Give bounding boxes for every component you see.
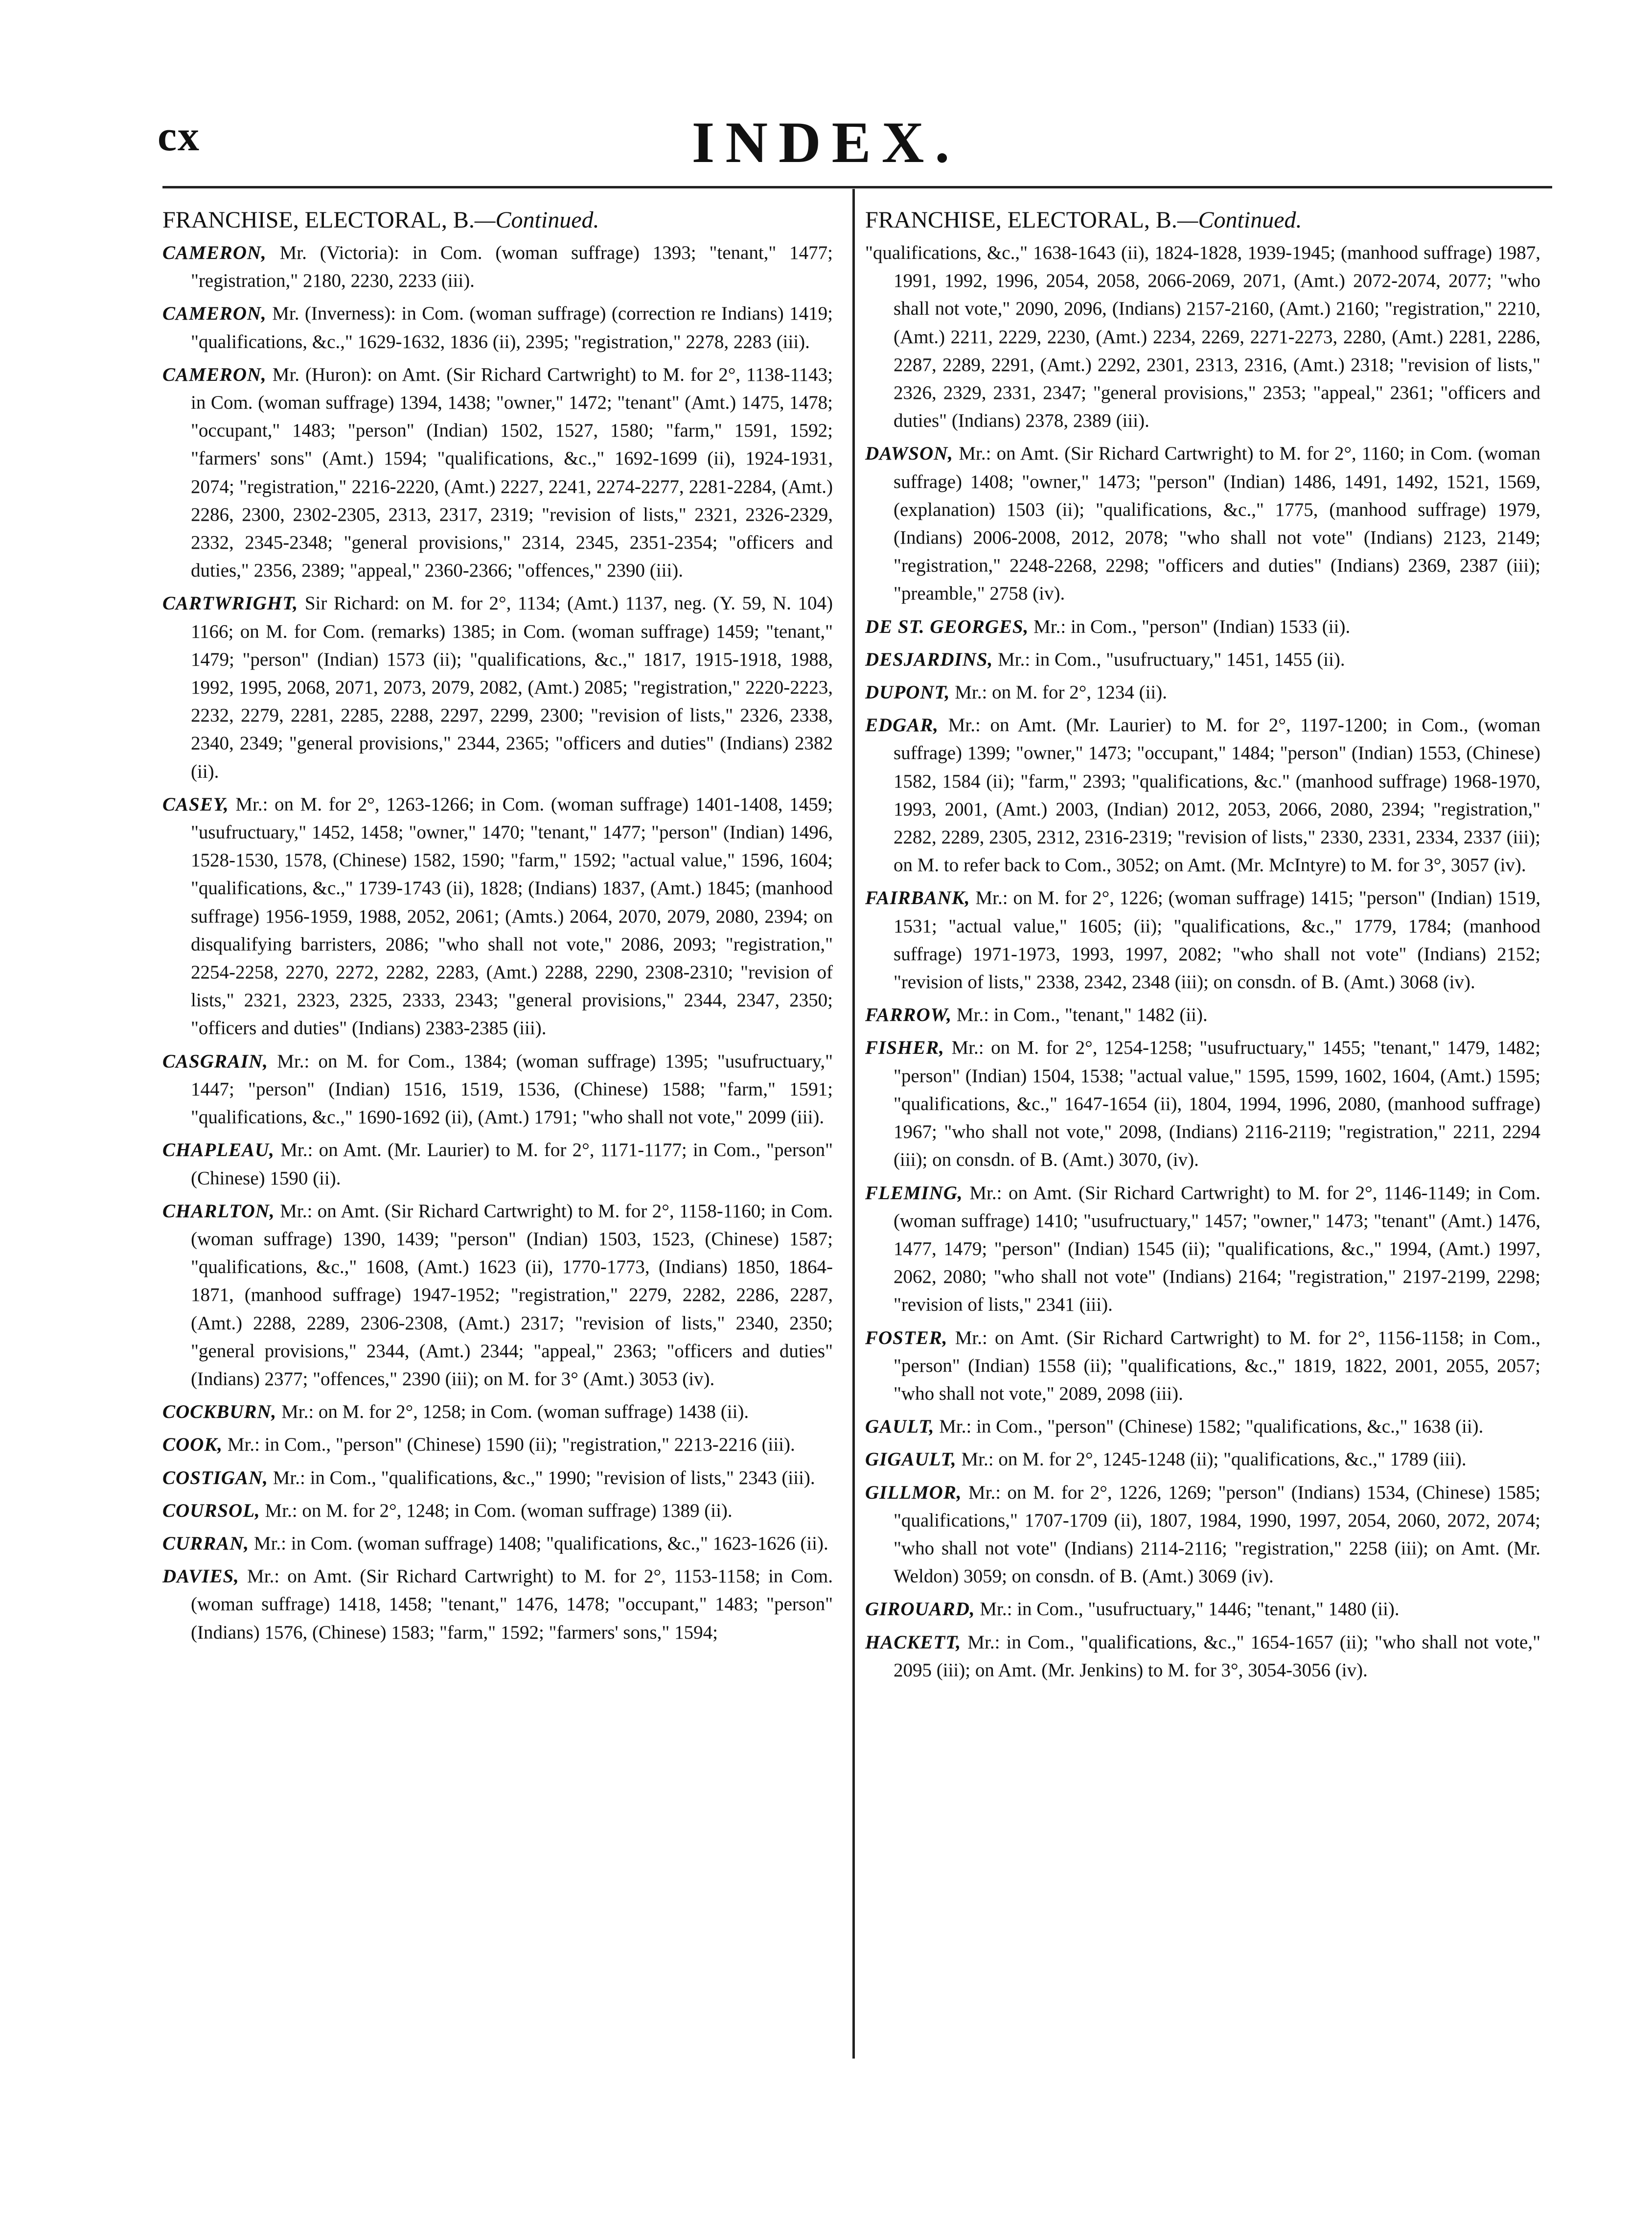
index-entry	[162, 1497, 833, 1525]
entry-text: Mr.: on M. for 2°, 1258; in Com. (woman suffrage) 1438 (ii).	[276, 1401, 749, 1423]
entry-text: Mr.: in Com. (woman suffrage) 1408; "qualifications, &c.," 1623-1626 (ii).	[249, 1532, 828, 1554]
index-entry	[162, 1136, 833, 1192]
index-entry	[865, 1324, 1540, 1408]
entry-text: Mr.: on Amt. (Sir Richard Cartwright) to M. for 2°, 1146-1149; in Com. (woman suffrage) 1410; "usufructuary," 1457; "owner," 1473; "tenant" (Amt.) 1476, 1477, 1479; "person" (Indian) 1545 (ii); "qualifications, &c.," 1994, (Amt.) 1997, 2062, 2080; "who shall not vote" (Indians) 2164; "registration," 2197-2199, 2298; "revision of lists," 2341 (iii).	[894, 1182, 1540, 1316]
index-entry	[865, 1479, 1540, 1591]
entry-name: CAMERON,	[162, 242, 267, 263]
entry-name: FLEMING,	[865, 1182, 963, 1204]
entry-name: CASEY,	[162, 793, 229, 815]
entry-text: Mr.: on M. for Com., 1384; (woman suffrage) 1395; "usufructuary," 1447; "person" (Indian) 1516, 1519, 1536, (Chinese) 1588; "farm," 1591; "qualifications, &c.," 1690-1692 (ii), (Amt.) 1791; "who shall not vote," 2099 (iii).	[191, 1050, 833, 1128]
entry-name: DE ST. GEORGES,	[865, 616, 1029, 637]
entry-name: CURRAN,	[162, 1532, 250, 1554]
entry-name: DAWSON,	[865, 443, 954, 464]
entry-name: COSTIGAN,	[162, 1467, 268, 1488]
entry-text: Mr.: on M. for 2°, 1226; (woman suffrage) 1415; "person" (Indian) 1519, 1531; "actual value," 1605; (ii); "qualifications, &c.," 1779, 1784; (manhood suffrage) 1971-1973, 1993, 1997, 2082; "who shall not vote" (Indians) 2152; "revision of lists," 2338, 2342, 2348 (iii); on consdn. of B. (Amt.) 3068 (iv).	[894, 887, 1540, 993]
index-entry	[162, 1529, 833, 1557]
index-entry	[162, 790, 833, 1042]
entry-name: DAVIES,	[162, 1566, 239, 1587]
entry-text: Mr.: on Amt. (Sir Richard Cartwright) to M. for 2°, 1158-1160; in Com. (woman suffrage) 1390, 1439; "person" (Indian) 1503, 1523, (Chinese) 1587; "qualifications, &c.," 1608, (Amt.) 1623 (ii), 1770-1773, (Indians) 1850, 1864-1871, (manhood suffrage) 1947-1952; "registration," 2279, 2282, 2286, 2287, (Amt.) 2288, 2289, 2306-2308, (Amt.) 2317; "revision of lists," 2340, 2350; "general provisions," 2344, (Amt.) 2344; "appeal," 2363; "officers and duties" (Indians) 2377; "offences," 2390 (iii); on M. for 3° (Amt.) 3053 (iv).	[191, 1200, 833, 1389]
page-number: cx	[158, 113, 201, 160]
index-entry	[865, 1595, 1540, 1623]
entry-name: EDGAR,	[865, 715, 939, 736]
entry-name: FOSTER,	[865, 1327, 948, 1348]
entry-name: CHAPLEAU,	[162, 1139, 275, 1161]
index-entry	[162, 1197, 833, 1393]
entry-text: Mr. (Huron): on Amt. (Sir Richard Cartwright) to M. for 2°, 1138-1143; in Com. (woman suffrage) 1394, 1438; "owner," 1472; "tenant" (Amt.) 1475, 1478; "occupant," 1483; "person" (Indian) 1502, 1527, 1580; "farm," 1591, 1592; "farmers' sons" (Amt.) 1594; "qualifications, &c.," 1692-1699 (ii), 1924-1931, 2074; "registration," 2216-2220, (Amt.) 2227, 2241, 2274-2277, 2281-2284, (Amt.) 2286, 2300, 2302-2305, 2313, 2317, 2319; "revision of lists," 2321, 2326-2329, 2332, 2345-2348; "general provisions," 2314, 2345, 2351-2354; "officers and duties," 2356, 2389; "appeal," 2360-2366; "offences," 2390 (iii).	[191, 364, 833, 581]
entry-name: FARROW,	[865, 1004, 952, 1026]
index-entry	[162, 589, 833, 785]
entry-text: Mr.: on Amt. (Sir Richard Cartwright) to M. for 2°, 1160; in Com. (woman suffrage) 1408; "owner," 1473; "person" (Indian) 1486, 1491, 1492, 1521, 1569, (explanation) 1503 (ii); "qualifications, &c.," 1775, (manhood suffrage) 1979, (Indians) 2006-2008, 2012, 2078; "who shall not vote" (Indians) 2123, 2149; "registration," 2248-2268, 2298; "officers and duties" (Indians) 2369, 2387 (iii); "preamble," 2758 (iv).	[894, 443, 1540, 604]
index-entry	[162, 239, 833, 295]
entry-name: COCKBURN,	[162, 1401, 277, 1423]
index-entry	[865, 884, 1540, 996]
entry-name: CASGRAIN,	[162, 1050, 268, 1072]
entry-text: Mr.: on M. for 2°, 1248; in Com. (woman suffrage) 1389 (ii).	[260, 1500, 733, 1521]
column-heading: FRANCHISE, ELECTORAL, B.—Continued.	[865, 207, 1302, 233]
entry-list	[865, 239, 1540, 1684]
entry-name: CAMERON,	[162, 303, 267, 324]
index-entry	[865, 613, 1540, 641]
column-divider	[852, 189, 855, 2059]
header-rule	[162, 186, 1552, 188]
entry-name: HACKETT,	[865, 1631, 962, 1653]
entry-text: Mr.: on M. for 2°, 1234 (ii).	[950, 682, 1167, 703]
index-entry	[865, 440, 1540, 607]
entry-name: DESJARDINS,	[865, 648, 993, 670]
index-entry	[162, 1562, 833, 1646]
index-entry	[162, 1047, 833, 1132]
entry-text: Mr.: on Amt. (Mr. Laurier) to M. for 2°, 1197-1200; in Com., (woman suffrage) 1399; "owner," 1473; "occupant," 1484; "person" (Indian) 1553, (Chinese) 1582, 1584 (ii); "farm," 2393; "qualifications, &c." (manhood suffrage) 1968-1970, 1993, 2001, (Amt.) 2003, (Indian) 2012, 2053, 2066, 2080, 2394; "registration," 2282, 2289, 2305, 2312, 2316-2319; "revision of lists," 2330, 2331, 2334, 2337 (iii); on M. to refer back to Com., 3052; on Amt. (Mr. McIntyre) to M. for 3°, 3057 (iv).	[894, 715, 1540, 876]
index-entry	[162, 361, 833, 585]
entry-name: COURSOL,	[162, 1500, 260, 1521]
entry-text: Mr.: in Com., "qualifications, &c.," 1654-1657 (ii); "who shall not vote," 2095 (iii); on Amt. (Mr. Jenkins) to M. for 3°, 3054-3056 (iv).	[894, 1631, 1540, 1681]
entry-name: GAULT,	[865, 1416, 935, 1437]
index-entry	[865, 1445, 1540, 1473]
right-column	[865, 205, 1540, 1689]
entry-name: DUPONT,	[865, 682, 950, 703]
index-entry	[865, 1179, 1540, 1319]
entry-text: Mr.: on Amt. (Sir Richard Cartwright) to M. for 2°, 1156-1158; in Com., "person" (Indian) 1558 (ii); "qualifications, &c.," 1819, 1822, 2001, 2055, 2057; "who shall not vote," 2089, 2098 (iii).	[894, 1327, 1540, 1404]
entry-text: Mr. (Inverness): in Com. (woman suffrage) (correction re Indians) 1419; "qualifications, &c.," 1629-1632, 1836 (ii), 2395; "registration," 2278, 2283 (iii).	[191, 303, 833, 352]
entry-name: GIGAULT,	[865, 1449, 957, 1470]
entry-list	[162, 239, 833, 1646]
entry-name: COOK,	[162, 1434, 223, 1456]
index-entry	[865, 646, 1540, 673]
entry-text: Mr.: in Com., "usufructuary," 1446; "tenant," 1480 (ii).	[975, 1598, 1400, 1620]
entry-name: FAIRBANK,	[865, 887, 970, 909]
column-heading: FRANCHISE, ELECTORAL, B.—Continued.	[162, 207, 599, 233]
entry-text: Mr.: in Com., "qualifications, &c.," 1990; "revision of lists," 2343 (iii).	[268, 1467, 815, 1488]
entry-name: FISHER,	[865, 1037, 944, 1059]
entry-text: Mr. (Victoria): in Com. (woman suffrage) 1393; "tenant," 1477; "registration," 2180, 2230, 2233 (iii).	[191, 242, 833, 292]
entry-text: Mr.: on M. for 2°, 1254-1258; "usufructuary," 1455; "tenant," 1479, 1482; "person" (Indian) 1504, 1538; "actual value," 1595, 1599, 1602, 1604, (Amt.) 1595; "qualifications, &c.," 1647-1654 (ii), 1804, 1994, 1996, 2080, (manhood suffrage) 1967; "who shall not vote," 2098, (Indians) 2116-2119; "registration," 2211, 2294 (iii); on consdn. of B. (Amt.) 3070, (iv).	[894, 1037, 1540, 1171]
entry-text: Mr.: in Com., "tenant," 1482 (ii).	[952, 1004, 1208, 1026]
entry-name: CHARLTON,	[162, 1200, 275, 1222]
entry-text: "qualifications, &c.," 1638-1643 (ii), 1824-1828, 1939-1945; (manhood suffrage) 1987, 1991, 1992, 1996, 2054, 2058, 2066-2069, 2071, (Amt.) 2072-2074, 2077; "who shall not vote," 2090, 2096, (Indians) 2157-2160, (Amt.) 2160; "registration," 2210, (Amt.) 2211, 2229, 2230, (Amt.) 2234, 2269, 2271-2273, 2280, (Amt.) 2281, 2286, 2287, 2289, 2291, (Amt.) 2292, 2301, 2313, 2316, (Amt.) 2318; "revision of lists," 2326, 2329, 2331, 2347; "general provisions," 2353; "appeal," 2361; "officers and duties" (Indians) 2378, 2389 (iii).	[865, 242, 1540, 432]
index-entry	[865, 1034, 1540, 1174]
index-entry	[865, 1628, 1540, 1684]
index-entry	[162, 1464, 833, 1492]
entry-name: GIROUARD,	[865, 1598, 975, 1620]
entry-text: Mr.: in Com., "person" (Indian) 1533 (ii).	[1029, 616, 1351, 637]
entry-text: Mr.: in Com., "usufructuary," 1451, 1455 (ii).	[993, 648, 1345, 670]
entry-text: Sir Richard: on M. for 2°, 1134; (Amt.) 1137, neg. (Y. 59, N. 104) 1166; on M. for Com. (remarks) 1385; in Com. (woman suffrage) 1459; "tenant," 1479; "person" (Indian) 1573 (ii); "qualifications, &c.," 1817, 1915-1918, 1988, 1992, 1995, 2068, 2071, 2073, 2079, 2082, (Amt.) 2085; "registration," 2220-2223, 2232, 2279, 2281, 2285, 2288, 2297, 2299, 2300; "revision of lists," 2326, 2338, 2340, 2349; "general provisions," 2344, 2365; "officers and duties" (Indians) 2382 (ii).	[191, 593, 833, 782]
entry-text: Mr.: on Amt. (Mr. Laurier) to M. for 2°, 1171-1177; in Com., "person" (Chinese) 1590 (ii).	[191, 1139, 833, 1189]
index-entry	[865, 1413, 1540, 1440]
index-entry	[865, 711, 1540, 879]
entry-name: GILLMOR,	[865, 1482, 962, 1503]
index-entry	[162, 300, 833, 355]
index-entry	[162, 1431, 833, 1459]
entry-name: CAMERON,	[162, 364, 267, 385]
left-column	[162, 205, 833, 1651]
entry-name: CARTWRIGHT,	[162, 593, 298, 614]
entry-text: Mr.: on M. for 2°, 1263-1266; in Com. (woman suffrage) 1401-1408, 1459; "usufructuary," 1452, 1458; "owner," 1470; "tenant," 1477; "person" (Indian) 1496, 1528-1530, 1578, (Chinese) 1582, 1590; "farm," 1592; "actual value," 1596, 1604; "qualifications, &c.," 1739-1743 (ii), 1828; (Indians) 1837, (Amt.) 1845; (manhood suffrage) 1956-1959, 1988, 2052, 2061; (Amts.) 2064, 2070, 2079, 2080, 2394; on disqualifying barristers, 2086; "who shall not vote," 2086, 2093; "registration," 2254-2258, 2270, 2272, 2282, 2283, (Amt.) 2288, 2290, 2308-2310; "revision of lists," 2321, 2323, 2325, 2333, 2343; "general provisions," 2344, 2347, 2350; "officers and duties" (Indians) 2383-2385 (iii).	[191, 793, 833, 1039]
entry-text: Mr.: on M. for 2°, 1226, 1269; "person" (Indians) 1534, (Chinese) 1585; "qualifications," 1707-1709 (ii), 1807, 1984, 1990, 1997, 2054, 2060, 2072, 2074; "who shall not vote" (Indians) 2114-2116; "registration," 2258 (iii); on Amt. (Mr. Weldon) 3059; on consdn. of B. (Amt.) 3069 (iv).	[894, 1482, 1540, 1587]
index-entry	[865, 678, 1540, 706]
entry-text: Mr.: on M. for 2°, 1245-1248 (ii); "qualifications, &c.," 1789 (iii).	[956, 1449, 1467, 1470]
index-entry	[162, 1398, 833, 1426]
page-title: INDEX.	[691, 110, 961, 175]
entry-text: Mr.: on Amt. (Sir Richard Cartwright) to M. for 2°, 1153-1158; in Com. (woman suffrage) 1418, 1458; "tenant," 1476, 1478; "occupant," 1483; "person" (Indians) 1576, (Chinese) 1583; "farm," 1592; "farmers' sons," 1594;	[191, 1566, 833, 1643]
entry-text: Mr.: in Com., "person" (Chinese) 1582; "qualifications, &c.," 1638 (ii).	[934, 1416, 1484, 1437]
entry-text: Mr.: in Com., "person" (Chinese) 1590 (ii); "registration," 2213-2216 (iii).	[223, 1434, 795, 1456]
index-entry	[865, 1001, 1540, 1029]
index-entry	[865, 239, 1540, 435]
